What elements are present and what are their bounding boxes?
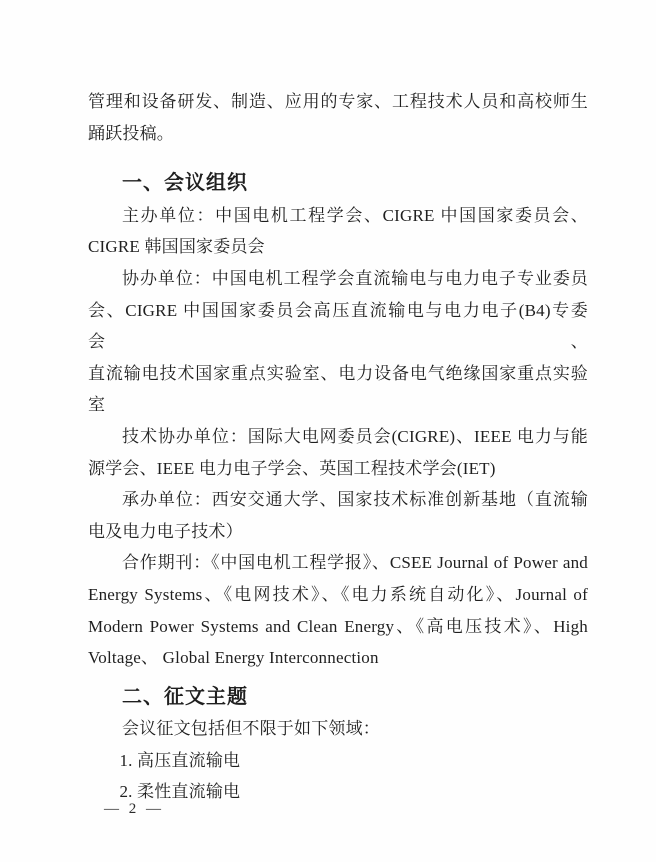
text-line: 技术协办单位：国际大电网委员会(CIGRE)、IEEE 电力与能 — [122, 426, 588, 446]
paragraph-coorganizer-units — [88, 263, 588, 421]
text-line: Modern Power Systems and Clean Energy、《高电压技术》、High — [88, 616, 588, 636]
paragraph-partner-journals — [88, 547, 588, 673]
text-line: 主办单位：中国电机工程学会、CIGRE 中国国家委员会、 — [122, 205, 588, 225]
text-line: 踊跃投稿。 — [88, 123, 174, 143]
topic-list — [88, 745, 588, 808]
text-line: CIGRE 韩国国家委员会 — [88, 237, 265, 257]
text-line: 会议征文包括但不限于如下领域： — [122, 719, 380, 739]
text-line: 直流输电技术国家重点实验室、电力设备电气绝缘国家重点实验 — [88, 363, 588, 383]
text-line: Voltage、 Global Energy Interconnection — [88, 648, 379, 668]
text-line: 会、CIGRE 中国国家委员会高压直流输电与电力电子(B4)专委会、 — [88, 300, 588, 352]
paragraph-intro — [88, 86, 588, 149]
text-line: Energy Systems、《电网技术》、《电力系统自动化》、Journal of — [88, 584, 588, 604]
text-line: 管理和设备研发、制造、应用的专家、工程技术人员和高校师生 — [88, 92, 588, 111]
document-body — [88, 86, 588, 808]
text-line: 电及电力电子技术） — [88, 521, 243, 541]
paragraph-topics-scope — [88, 713, 588, 745]
text-line: 协办单位：中国电机工程学会直流输电与电力电子专业委员 — [122, 268, 588, 288]
section-heading-topics: 二、征文主题 — [122, 685, 248, 708]
text-line: 合作期刊：《中国电机工程学报》、CSEE Journal of Power and — [122, 553, 588, 573]
text-line: 承办单位：西安交通大学、国家技术标准创新基地（直流输 — [122, 490, 588, 510]
paragraph-host-units — [88, 200, 588, 263]
paragraph-technical-coorganizers — [88, 421, 588, 484]
text-line: 源学会、IEEE 电力电子学会、英国工程技术学会(IET) — [88, 458, 496, 478]
list-item-hvdc: 1. 高压直流输电 — [119, 750, 241, 770]
list-item-vsc-hvdc: 2. 柔性直流输电 — [119, 782, 241, 802]
page-number: — 2 — — [104, 801, 164, 817]
text-line: 室 — [88, 395, 106, 415]
paragraph-undertaker-units — [88, 484, 588, 547]
section-heading-organization: 一、会议组织 — [122, 172, 248, 195]
